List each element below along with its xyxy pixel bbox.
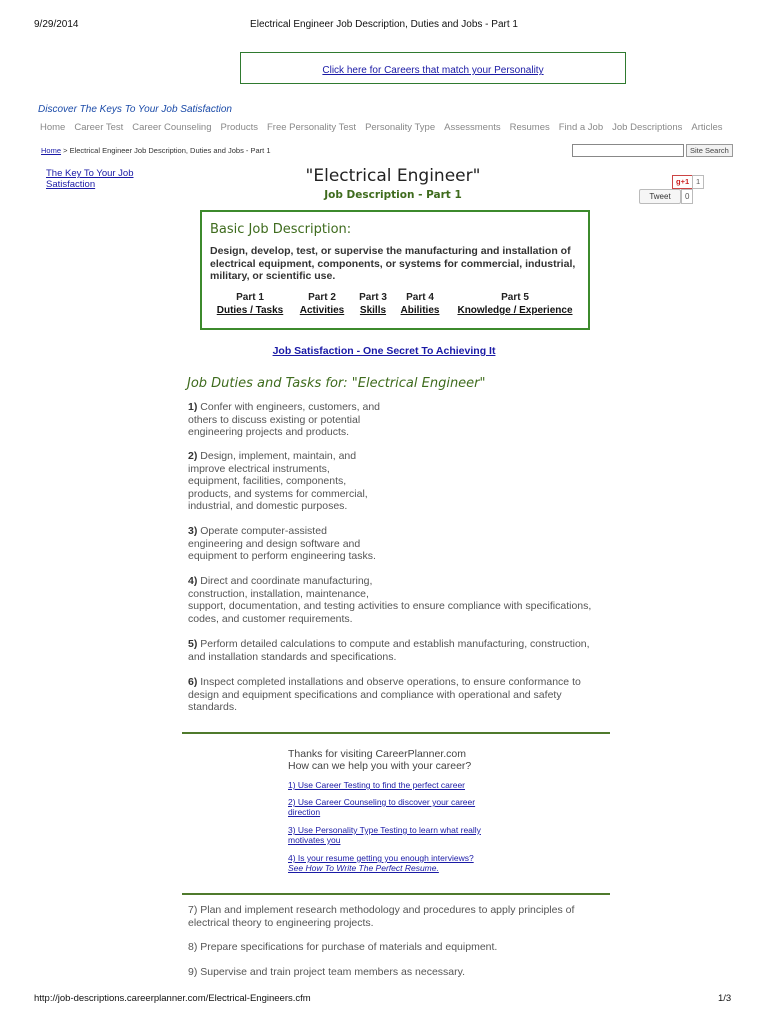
part-1-link[interactable]: Duties / Tasks [216,305,284,316]
nav-home[interactable]: Home [40,122,66,133]
page-subtitle: Job Description - Part 1 [324,189,462,201]
duty-item [188,941,497,954]
part-4 [397,291,443,317]
breadcrumb-current: > Electrical Engineer Job Description, Duties and Jobs - Part 1 [61,146,271,155]
site-search-input[interactable] [572,144,684,157]
promo-intro [288,748,518,772]
duty-line: construction, installation, maintenance, [188,587,369,600]
promo-link-text[interactable]: 1) Use Career Testing to find the perfect career [288,780,466,790]
duty-item [188,676,581,714]
duty-line: engineering projects and products. [188,426,350,438]
page-title: "Electrical Engineer" [305,166,481,186]
part-1 [212,291,288,317]
duty-line: Operate computer-assisted [200,525,327,537]
duty-line: electrical theory to engineering projects. [188,916,374,929]
site-tagline: Discover The Keys To Your Job Satisfaction [38,104,232,115]
careers-banner [240,52,626,84]
part-3 [354,291,392,317]
nav-products[interactable]: Products [220,122,258,133]
part-2-link[interactable]: Activities [299,305,345,316]
promo-link-text[interactable]: See How To Write The Perfect Resume. [288,863,439,873]
nav-career-counseling[interactable]: Career Counseling [132,122,212,133]
duty-line: equipment, facilities, components, [188,475,347,487]
print-date: 9/29/2014 [34,19,79,30]
duty-item [188,401,380,439]
tweet-count: 0 [681,189,693,204]
part-5 [450,291,580,317]
part-3-number: Part 3 [359,292,387,303]
duty-item [188,575,591,625]
duty-line: Inspect completed installations and observe operations, to ensure conformance to [200,676,581,688]
promo-thanks: Thanks for visiting CareerPlanner.com [288,748,466,760]
part-5-number: Part 5 [501,292,529,303]
basic-description-text: Design, develop, test, or supervise the manufacturing and installation of electrical equipment, components, or systems for commercial, industrial, military, or scientific use. [210,245,576,282]
promo-question: How can we help you with your career? [288,760,472,772]
duty-item [188,904,574,929]
nav-find-a-job[interactable]: Find a Job [558,122,604,133]
part-5-link[interactable]: Knowledge / Experience [457,305,573,316]
duty-item [188,450,368,513]
duty-number: 5) [188,638,198,650]
part-2-number: Part 2 [308,292,336,303]
divider [182,893,610,895]
top-nav [40,122,723,133]
duty-number: 1) [188,401,198,413]
promo-link-text[interactable]: motivates you [288,835,341,845]
nav-resumes[interactable]: Resumes [509,122,550,133]
duty-line: Perform detailed calculations to compute and establish manufacturing, construction, [200,638,590,650]
duty-number: 2) [188,450,198,462]
promo-link-text[interactable]: 2) Use Career Counseling to discover your career [288,797,476,807]
duty-line: codes, and customer requirements. [188,612,353,625]
duty-line: 8) Prepare specifications for purchase of materials and equipment. [188,941,498,953]
duty-line: Design, implement, maintain, and [200,450,357,462]
nav-free-personality-test[interactable]: Free Personality Test [267,122,357,133]
job-satisfaction-link[interactable]: Job Satisfaction - One Secret To Achieving It [272,345,496,357]
duty-number: 4) [188,575,198,587]
duty-line: equipment to perform engineering tasks. [188,550,376,562]
duty-number: 6) [188,676,198,688]
duty-line: 9) Supervise and train project team members as necessary. [188,966,466,978]
promo-link-text[interactable]: 3) Use Personality Type Testing to learn what really [288,825,481,835]
nav-job-descriptions[interactable]: Job Descriptions [612,122,683,133]
duty-line: and installation standards and specifications. [188,650,397,663]
duty-line: 7) Plan and implement research methodology and procedures to apply principles of [188,904,575,916]
basic-description-heading: Basic Job Description: [210,222,352,237]
duty-number: 3) [188,525,198,537]
nav-articles[interactable]: Articles [691,122,723,133]
duty-item [188,525,376,563]
key-to-job-satisfaction-link[interactable]: The Key To Your Job Satisfaction [46,168,134,190]
site-search-button[interactable]: Site Search [686,144,733,157]
duty-line: Confer with engineers, customers, and [200,401,381,413]
part-4-link[interactable]: Abilities [400,305,440,316]
duty-line: industrial, and domestic purposes. [188,500,348,512]
tweet-button[interactable]: Tweet [639,189,681,204]
google-plus-button[interactable]: g+1 [672,175,693,189]
google-plus-count: 1 [692,175,704,189]
duty-item [188,638,590,663]
duty-item [188,966,465,979]
print-url: http://job-descriptions.careerplanner.com/Electrical-Engineers.cfm [34,993,311,1004]
part-4-number: Part 4 [406,292,434,303]
duty-line: others to discuss existing or potential [188,413,361,426]
duty-line: engineering and design software and [188,537,361,550]
part-1-number: Part 1 [236,292,264,303]
part-2 [296,291,348,317]
breadcrumb [41,146,271,155]
print-page-number: 1/3 [718,993,732,1004]
nav-assessments[interactable]: Assessments [444,122,501,133]
duties-heading: Job Duties and Tasks for: "Electrical Engineer" [187,376,486,391]
promo-link-text[interactable]: 4) Is your resume getting you enough interviews? [288,853,474,863]
divider [182,732,610,734]
duty-line: standards. [188,701,238,713]
duty-line: products, and systems for commercial, [188,487,368,500]
part-3-link[interactable]: Skills [359,305,387,316]
nav-personality-type[interactable]: Personality Type [365,122,436,133]
breadcrumb-home[interactable]: Home [41,146,62,155]
print-title: Electrical Engineer Job Description, Duties and Jobs - Part 1 [250,19,518,30]
duty-line: support, documentation, and testing activities to ensure compliance with specifications, [188,600,592,612]
duty-line: Direct and coordinate manufacturing, [200,575,373,587]
promo-link-text[interactable]: direction [288,807,321,817]
promo-link-personality-testing[interactable] [288,825,518,845]
promo-link-career-counseling[interactable] [288,797,518,817]
promo-link-resume[interactable] [288,853,518,873]
careers-personality-link[interactable]: Click here for Careers that match your Personality [322,65,544,76]
duty-line: improve electrical instruments, [188,462,330,475]
promo-link-career-testing[interactable] [288,780,518,790]
duty-line: design and equipment specifications and compliance with operational and safety [188,688,562,701]
nav-career-test[interactable]: Career Test [74,122,124,133]
